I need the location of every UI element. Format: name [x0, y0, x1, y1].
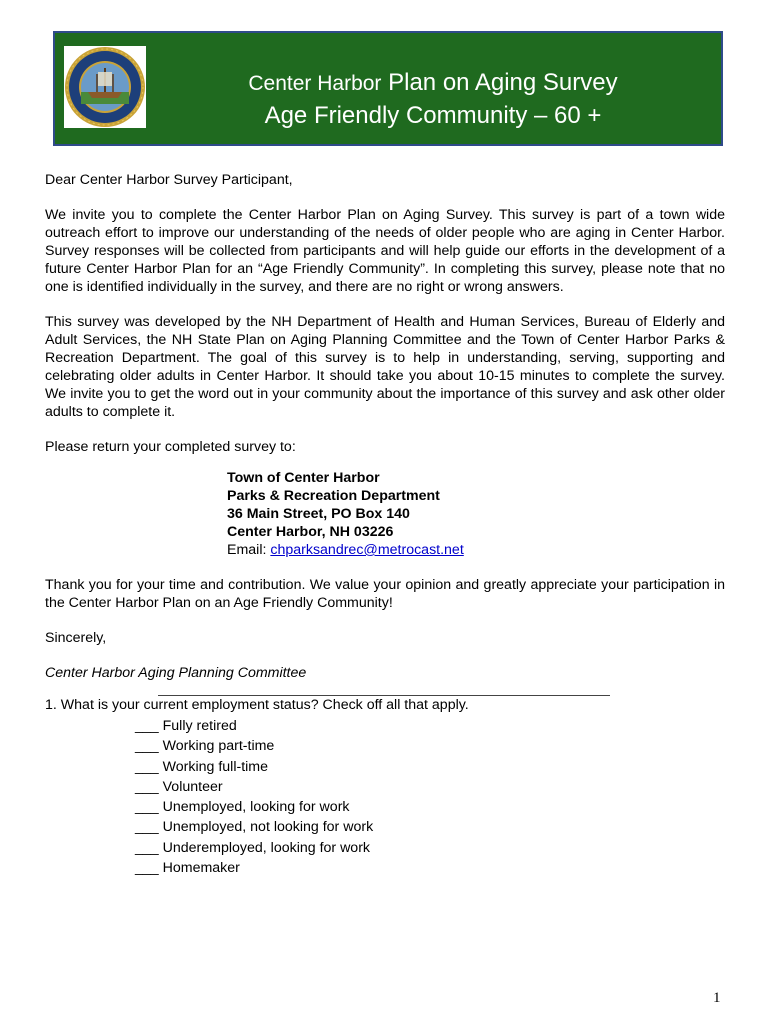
title-town: Center Harbor — [248, 72, 382, 95]
checkbox-blank: ___ — [135, 839, 159, 856]
checkbox-blank: ___ — [135, 758, 159, 775]
survey-title — [155, 67, 711, 132]
option-underemployed[interactable] — [135, 838, 725, 858]
question-1: 1. What is your current employment status? Check off all that apply. — [45, 697, 469, 713]
return-address — [227, 469, 725, 559]
address-line: Center Harbor, NH 03226 — [227, 524, 394, 540]
option-label: Unemployed, not looking for work — [162, 819, 374, 836]
salutation: Dear Center Harbor Survey Participant, — [45, 172, 293, 188]
checkbox-blank: ___ — [135, 819, 159, 836]
nh-state-seal-icon — [64, 46, 146, 128]
option-label: Underemployed, looking for work — [162, 839, 371, 856]
checkbox-blank: ___ — [135, 799, 159, 816]
closing: Sincerely, — [45, 630, 107, 646]
email-label: Email: — [227, 542, 271, 558]
question-1-options — [135, 716, 725, 878]
address-line: Parks & Recreation Department — [227, 488, 440, 504]
signature: Center Harbor Aging Planning Committee — [45, 665, 307, 681]
option-working-full-time[interactable] — [135, 757, 725, 777]
checkbox-blank: ___ — [135, 718, 159, 734]
divider-line — [158, 686, 610, 696]
option-label: Fully retired — [162, 718, 237, 734]
return-instructions: Please return your completed survey to: — [45, 439, 296, 455]
title-plan: Plan on Aging Survey — [388, 69, 618, 96]
email-link[interactable]: chparksandrec@metrocast.net — [270, 542, 464, 558]
option-label: Working part-time — [162, 738, 275, 755]
checkbox-blank: ___ — [135, 778, 159, 795]
option-label: Working full-time — [162, 758, 269, 775]
option-unemployed-not-looking[interactable] — [135, 817, 725, 837]
paragraph-thanks: Thank you for your time and contribution. We value your opinion and greatly appreciate your participation in the Center Harbor Plan on an Age Friendly Community! — [45, 577, 725, 611]
paragraph-invite: We invite you to complete the Center Harbor Plan on Aging Survey. This survey is part of a town wide outreach effort to improve our understanding of the needs of older people who are aging in Center Harbor. Survey responses will be collected from participants and will help guide our efforts in the development of a future Center Harbor Plan for an “Age Friendly Community”. In completing this survey, please note that no one is identified individually in the survey, and there are no right or wrong answers. — [45, 207, 725, 295]
option-fully-retired[interactable] — [135, 716, 725, 736]
checkbox-blank: ___ — [135, 738, 159, 755]
paragraph-developed: This survey was developed by the NH Department of Health and Human Services, Bureau of Elderly and Adult Services, the NH State Plan on Aging Planning Committee and the Town of Center Harbor Parks & Recreation Department. The goal of this survey is to help in understanding, serving, supporting and celebrating older adults in Center Harbor. It should take you about 10-15 minutes to complete the survey. We invite you to get the word out in your community about the importance of this survey and ask other older adults to complete it. — [45, 314, 725, 420]
checkbox-blank: ___ — [135, 860, 159, 877]
option-homemaker[interactable] — [135, 858, 725, 878]
option-unemployed-looking[interactable] — [135, 797, 725, 817]
title-subtitle: Age Friendly Community – 60 + — [264, 102, 602, 129]
option-volunteer[interactable] — [135, 777, 725, 797]
title-banner — [53, 31, 723, 146]
page-number: 1 — [713, 990, 721, 1006]
option-label: Homemaker — [162, 860, 240, 877]
option-label: Unemployed, looking for work — [162, 799, 350, 816]
address-line: 36 Main Street, PO Box 140 — [227, 506, 410, 522]
address-line: Town of Center Harbor — [227, 470, 380, 486]
option-label: Volunteer — [162, 778, 223, 795]
letter-body — [45, 171, 725, 878]
email-line — [227, 541, 725, 559]
option-working-part-time[interactable] — [135, 736, 725, 756]
